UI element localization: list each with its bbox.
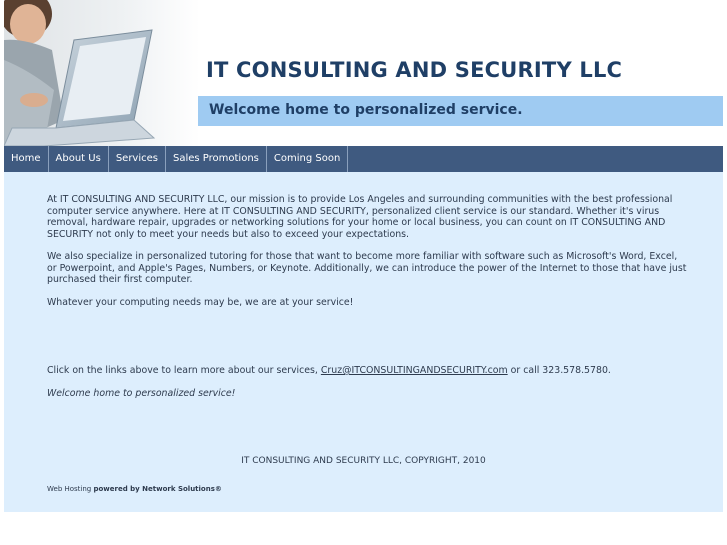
service-paragraph: Whatever your computing needs may be, we are at your service! <box>47 297 354 308</box>
page <box>4 0 723 545</box>
contact-prefix: Click on the links above to learn more about our services, <box>47 365 321 376</box>
hosting-prefix: Web Hosting <box>47 485 94 493</box>
nav-coming-soon[interactable]: Coming Soon <box>267 146 348 172</box>
site-title: IT CONSULTING AND SECURITY LLC <box>206 58 623 82</box>
nav-services[interactable]: Services <box>109 146 166 172</box>
closing-line: Welcome home to personalized service! <box>47 388 236 399</box>
hosting-provider: powered by Network Solutions® <box>93 485 222 493</box>
tutoring-paragraph: We also specialize in personalized tutoring for those that want to become more familiar with software such as Microsoft's Word, Excel, or Powerpoint, and Apple's Pages, Numbers, or Keynote. Additionally, we can introduce the power of the Internet to those that have just purchased their first computer. <box>47 251 687 285</box>
hosting-credit[interactable] <box>47 485 222 493</box>
nav-about-us[interactable]: About Us <box>49 146 109 172</box>
header <box>4 0 723 146</box>
tagline-banner <box>198 96 723 126</box>
email-link[interactable]: Cruz@ITCONSULTINGANDSECURITY.com <box>320 365 508 376</box>
contact-suffix: or call 323.578.5780. <box>507 365 611 376</box>
mission-paragraph: At IT CONSULTING AND SECURITY LLC, our mission is to provide Los Angeles and surrounding communities with the best professional computer service anywhere. Here at IT CONSULTING AND SECURITY, personalized client service is our standard. Whether it's virus removal, hardware repair, upgrades or networking solutions for your home or local business, you can count on IT CONSULTING AND SECURITY not only to meet your needs but also to exceed your expectations. <box>47 194 673 240</box>
nav-home[interactable]: Home <box>4 146 49 172</box>
copyright: IT CONSULTING AND SECURITY LLC, COPYRIGHT, 2010 <box>241 456 486 466</box>
main-content <box>4 172 723 512</box>
contact-paragraph <box>47 365 687 377</box>
tagline: Welcome home to personalized service. <box>209 102 523 118</box>
main-navigation <box>4 146 723 172</box>
person-with-laptop-photo <box>4 0 200 146</box>
nav-sales-promotions[interactable]: Sales Promotions <box>166 146 267 172</box>
